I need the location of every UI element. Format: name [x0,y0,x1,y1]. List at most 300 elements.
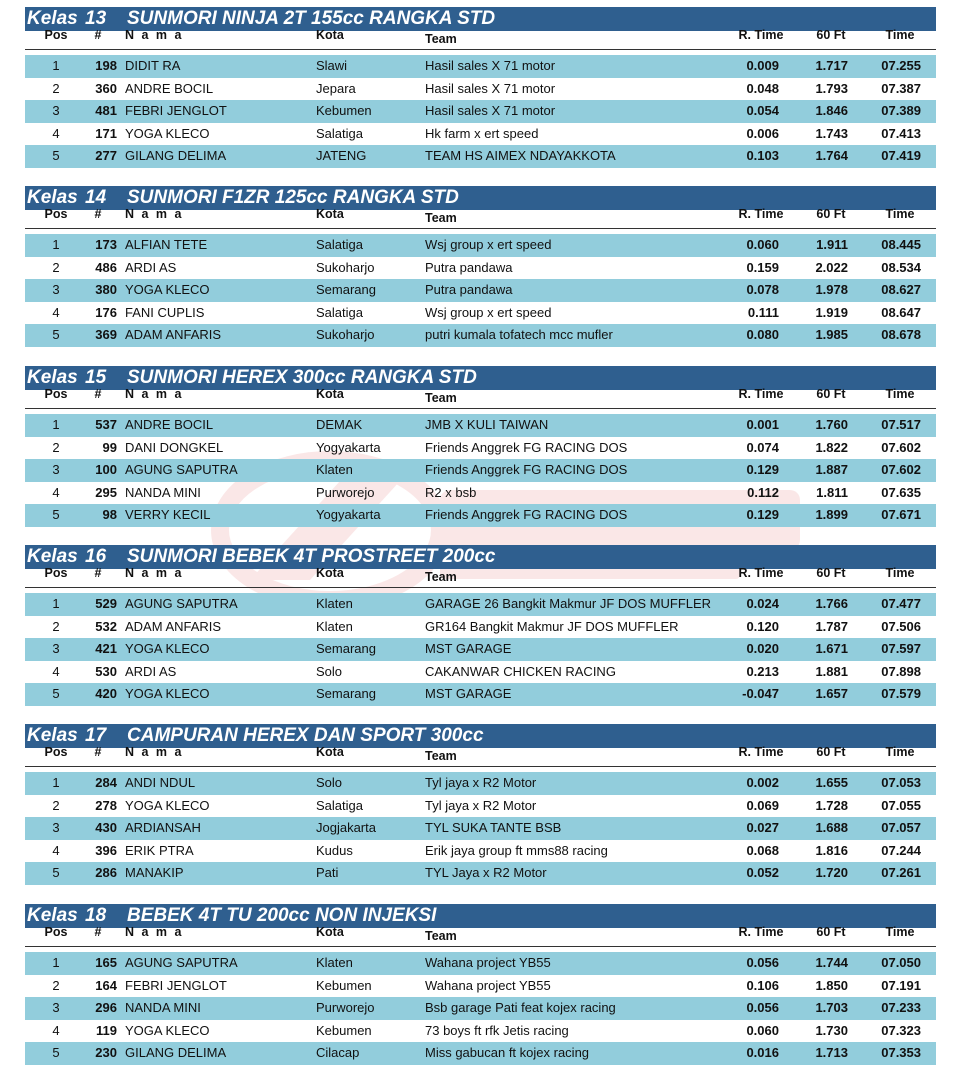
cell-rt: 0.159 [746,259,779,275]
cell-team: CAKANWAR CHICKEN RACING [425,663,616,679]
table-row [25,840,936,863]
class-title: SUNMORI BEBEK 4T PROSTREET 200cc [127,546,496,567]
cell-time: 07.413 [881,125,921,141]
column-header-name: N a m a [125,207,184,221]
column-header-no: # [94,28,102,42]
cell-rt: 0.129 [746,462,779,477]
cell-team: Putra pandawa [425,259,513,275]
cell-team: R2 x bsb [425,484,477,500]
cell-ft: 1.787 [815,618,848,634]
cell-time: 07.244 [881,842,921,858]
cell-team: Miss gabucan ft kojex racing [425,1045,590,1060]
table-row [25,55,936,78]
cell-name: GILANG DELIMA [125,1045,227,1060]
cell-rt: 0.069 [746,797,779,813]
cell-kota: Pati [316,865,339,880]
cell-team: TYL Jaya x R2 Motor [425,865,547,880]
cell-ft: 1.655 [815,775,848,790]
cell-name: YOGA KLECO [125,797,210,813]
cell-ft: 1.793 [815,80,848,96]
table-row [25,683,936,706]
cell-no: 421 [95,641,117,656]
cell-ft: 1.728 [815,797,848,813]
column-header-rt: R. Time [738,925,784,939]
table-row [25,795,936,818]
cell-ft: 1.688 [815,820,848,835]
cell-kota: Semarang [316,686,376,701]
class-label: Kelas [27,367,78,388]
cell-kota: Yogyakarta [316,439,381,455]
cell-pos: 3 [52,462,60,477]
cell-time: 08.534 [881,259,921,275]
cell-pos: 2 [52,618,60,634]
cell-name: GILANG DELIMA [125,148,227,163]
cell-rt: 0.074 [746,439,779,455]
cell-rt: 0.054 [746,103,779,118]
column-header-team: Team [425,391,457,405]
column-header-ft: 60 Ft [816,207,846,221]
column-header-kota: Kota [316,207,344,221]
column-header-time: Time [885,925,915,939]
cell-name: ERIK PTRA [125,842,194,858]
cell-rt: 0.009 [746,58,779,73]
cell-kota: Semarang [316,641,376,656]
cell-ft: 1.744 [815,955,848,970]
cell-no: 481 [95,103,117,118]
cell-ft: 1.671 [815,641,848,656]
column-header-kota: Kota [316,745,344,759]
class-section [25,366,936,527]
cell-pos: 2 [52,439,60,455]
cell-time: 08.445 [881,237,921,252]
cell-team: Friends Anggrek FG RACING DOS [425,462,628,477]
column-header-kota: Kota [316,387,344,401]
cell-team: Friends Anggrek FG RACING DOS [425,507,628,522]
cell-no: 119 [96,1022,117,1038]
column-header-name: N a m a [125,28,184,42]
column-header-time: Time [885,28,915,42]
table-row [25,302,936,325]
table-row [25,414,936,437]
column-header-row [25,387,936,409]
cell-team: TEAM HS AIMEX NDAYAKKOTA [425,148,616,163]
cell-time: 08.627 [881,282,921,297]
column-header-name: N a m a [125,566,184,580]
column-header-pos: Pos [44,745,68,759]
cell-kota: Jogjakarta [316,820,376,835]
column-header-row [25,566,936,588]
cell-team: GR164 Bangkit Makmur JF DOS MUFFLER [425,618,679,634]
class-label: Kelas [27,546,78,567]
cell-kota: JATENG [316,148,367,163]
cell-name: YOGA KLECO [125,125,210,141]
cell-no: 420 [95,686,117,701]
class-section [25,7,936,168]
cell-pos: 1 [52,58,60,73]
cell-rt: 0.056 [746,1000,779,1015]
column-header-pos: Pos [44,925,68,939]
cell-kota: Kudus [316,842,353,858]
cell-no: 171 [95,125,117,141]
cell-pos: 3 [52,820,60,835]
table-row [25,324,936,347]
cell-no: 360 [95,80,117,96]
cell-pos: 3 [52,641,60,656]
cell-no: 173 [95,237,117,252]
cell-kota: Salatiga [316,797,363,813]
column-header-name: N a m a [125,925,184,939]
cell-no: 530 [95,663,117,679]
cell-team: Tyl jaya x R2 Motor [425,775,537,790]
class-number: 16 [85,546,107,567]
cell-team: Wsj group x ert speed [425,304,552,320]
cell-name: NANDA MINI [125,1000,201,1015]
cell-ft: 1.911 [816,237,848,252]
table-row [25,482,936,505]
cell-team: Hasil sales X 71 motor [425,58,556,73]
table-row [25,975,936,998]
class-section [25,545,936,706]
column-header-pos: Pos [44,566,68,580]
column-header-pos: Pos [44,28,68,42]
table-row [25,257,936,280]
cell-time: 07.506 [881,618,921,634]
cell-team: Bsb garage Pati feat kojex racing [425,1000,616,1015]
cell-time: 07.602 [881,462,921,477]
cell-rt: 0.027 [746,820,779,835]
cell-kota: Salatiga [316,237,363,252]
cell-team: putri kumala tofatech mcc mufler [425,327,613,342]
cell-ft: 1.887 [815,462,848,477]
column-header-no: # [94,207,102,221]
table-row [25,638,936,661]
cell-pos: 5 [52,327,60,342]
cell-no: 430 [95,820,117,835]
cell-name: VERRY KECIL [125,507,211,522]
cell-kota: Jepara [316,80,356,96]
cell-no: 164 [95,977,117,993]
class-title: SUNMORI NINJA 2T 155cc RANGKA STD [127,8,496,29]
cell-pos: 1 [52,237,60,252]
cell-name: ARDI AS [125,663,177,679]
cell-time: 07.898 [881,663,921,679]
cell-time: 07.053 [881,775,921,790]
cell-rt: 0.111 [747,304,779,320]
table-row [25,437,936,460]
class-number: 18 [85,905,107,926]
cell-pos: 1 [52,775,60,790]
cell-name: YOGA KLECO [125,282,210,297]
cell-ft: 1.899 [815,507,848,522]
class-title: SUNMORI HEREX 300cc RANGKA STD [127,367,477,388]
cell-name: NANDA MINI [125,484,201,500]
cell-ft: 1.713 [815,1045,848,1060]
table-row [25,123,936,146]
class-label: Kelas [27,905,78,926]
cell-kota: Salatiga [316,304,363,320]
cell-kota: Purworejo [316,1000,375,1015]
cell-rt: 0.213 [746,663,779,679]
column-header-pos: Pos [44,207,68,221]
cell-ft: 1.760 [815,417,848,432]
column-header-rt: R. Time [738,207,784,221]
table-row [25,862,936,885]
cell-rt: 0.024 [746,596,779,611]
column-header-no: # [94,387,102,401]
column-header-team: Team [425,929,457,943]
column-header-time: Time [885,207,915,221]
cell-no: 396 [95,842,117,858]
cell-time: 07.579 [881,686,921,701]
cell-name: ADAM ANFARIS [125,327,222,342]
cell-kota: Semarang [316,282,376,297]
class-label: Kelas [27,725,78,746]
cell-pos: 5 [52,686,60,701]
table-row [25,952,936,975]
cell-time: 07.602 [881,439,921,455]
column-header-rt: R. Time [738,745,784,759]
cell-no: 380 [95,282,117,297]
table-row [25,279,936,302]
cell-ft: 1.822 [815,439,848,455]
column-header-no: # [94,566,102,580]
cell-ft: 1.846 [815,103,848,118]
cell-name: YOGA KLECO [125,1022,210,1038]
column-header-kota: Kota [316,566,344,580]
cell-team: Wahana project YB55 [425,955,551,970]
column-header-ft: 60 Ft [816,28,846,42]
cell-ft: 1.811 [816,484,848,500]
cell-no: 198 [95,58,117,73]
cell-time: 07.323 [881,1022,921,1038]
cell-rt: 0.052 [746,865,779,880]
table-row [25,593,936,616]
cell-kota: Klaten [316,618,353,634]
column-header-time: Time [885,745,915,759]
cell-ft: 1.985 [815,327,848,342]
cell-name: FANI CUPLIS [125,304,205,320]
cell-time: 07.255 [881,58,921,73]
cell-rt: 0.106 [746,977,779,993]
cell-name: ANDI NDUL [125,775,196,790]
cell-rt: 0.048 [746,80,779,96]
cell-pos: 2 [52,80,60,96]
cell-rt: 0.016 [746,1045,779,1060]
cell-rt: 0.068 [746,842,779,858]
cell-team: MST GARAGE [425,641,512,656]
cell-time: 07.191 [881,977,921,993]
cell-ft: 1.743 [815,125,848,141]
cell-kota: Solo [316,775,343,790]
cell-team: Hk farm x ert speed [425,125,539,141]
cell-ft: 1.978 [815,282,848,297]
table-row [25,459,936,482]
column-header-rt: R. Time [738,28,784,42]
cell-rt: 0.080 [746,327,779,342]
cell-rt: 0.056 [746,955,779,970]
cell-team: Tyl jaya x R2 Motor [425,797,537,813]
column-header-name: N a m a [125,387,184,401]
cell-no: 230 [95,1045,117,1060]
cell-rt: 0.129 [746,507,779,522]
cell-team: Friends Anggrek FG RACING DOS [425,439,628,455]
cell-rt: 0.112 [747,484,779,500]
cell-no: 532 [95,618,117,634]
column-header-row [25,925,936,947]
cell-team: GARAGE 26 Bangkit Makmur JF DOS MUFFLER [425,596,712,611]
table-row [25,817,936,840]
cell-rt: 0.060 [746,1022,779,1038]
cell-name: ANDRE BOCIL [125,80,214,96]
cell-no: 278 [95,797,117,813]
column-header-row [25,28,936,50]
cell-pos: 2 [52,977,60,993]
column-header-kota: Kota [316,28,344,42]
cell-rt: 0.020 [746,641,779,656]
cell-no: 165 [95,955,117,970]
class-title: BEBEK 4T TU 200cc NON INJEKSI [127,905,437,926]
cell-kota: Klaten [316,596,353,611]
cell-no: 100 [95,462,117,477]
class-title: CAMPURAN HEREX DAN SPORT 300cc [127,725,484,746]
cell-no: 99 [102,439,117,455]
cell-pos: 2 [52,259,60,275]
cell-time: 07.389 [881,103,921,118]
cell-rt: 0.103 [746,148,779,163]
cell-rt: 0.120 [746,618,779,634]
cell-pos: 5 [52,507,60,522]
table-row [25,78,936,101]
cell-time: 07.517 [881,417,921,432]
cell-time: 07.055 [881,797,921,813]
cell-team: Wahana project YB55 [425,977,551,993]
column-header-team: Team [425,32,457,46]
table-row [25,616,936,639]
cell-rt: 0.006 [746,125,779,141]
cell-team: TYL SUKA TANTE BSB [425,820,562,835]
column-header-ft: 60 Ft [816,387,846,401]
cell-kota: Sukoharjo [316,327,375,342]
cell-pos: 3 [52,1000,60,1015]
cell-no: 295 [95,484,117,500]
cell-rt: 0.078 [746,282,779,297]
table-row [25,772,936,795]
cell-pos: 1 [52,955,60,970]
table-row [25,234,936,257]
cell-ft: 1.850 [815,977,848,993]
cell-pos: 5 [52,1045,60,1060]
cell-no: 369 [95,327,117,342]
cell-no: 529 [95,596,117,611]
column-header-pos: Pos [44,387,68,401]
cell-name: MANAKIP [125,865,184,880]
cell-pos: 3 [52,282,60,297]
column-header-rt: R. Time [738,566,784,580]
cell-name: ALFIAN TETE [125,237,208,252]
class-section [25,904,936,1065]
cell-rt: -0.047 [742,686,779,701]
cell-no: 296 [95,1000,117,1015]
cell-time: 07.477 [881,596,921,611]
cell-team: 73 boys ft rfk Jetis racing [425,1022,569,1038]
cell-kota: Cilacap [316,1045,360,1060]
cell-no: 486 [95,259,117,275]
cell-ft: 1.919 [815,304,848,320]
column-header-ft: 60 Ft [816,566,846,580]
cell-ft: 1.703 [815,1000,848,1015]
column-header-ft: 60 Ft [816,925,846,939]
cell-time: 07.635 [881,484,921,500]
cell-pos: 4 [52,663,60,679]
column-header-ft: 60 Ft [816,745,846,759]
class-label: Kelas [27,8,78,29]
cell-team: Hasil sales X 71 motor [425,80,556,96]
cell-no: 277 [95,148,117,163]
cell-team: JMB X KULI TAIWAN [425,417,549,432]
cell-kota: Solo [316,663,343,679]
cell-team: Wsj group x ert speed [425,237,552,252]
cell-name: YOGA KLECO [125,686,210,701]
column-header-team: Team [425,570,457,584]
cell-kota: Kebumen [316,977,372,993]
cell-no: 284 [95,775,117,790]
cell-name: ARDI AS [125,259,177,275]
cell-name: FEBRI JENGLOT [125,977,227,993]
table-row [25,1020,936,1043]
cell-time: 07.671 [881,507,921,522]
cell-ft: 1.717 [815,58,848,73]
cell-pos: 4 [52,304,60,320]
cell-kota: Yogyakarta [316,507,381,522]
cell-ft: 1.816 [815,842,848,858]
cell-kota: Purworejo [316,484,375,500]
cell-name: FEBRI JENGLOT [125,103,227,118]
class-label: Kelas [27,187,78,208]
cell-kota: Kebumen [316,1022,372,1038]
table-row [25,997,936,1020]
cell-pos: 4 [52,1022,60,1038]
table-row [25,504,936,527]
column-header-row [25,207,936,229]
column-header-team: Team [425,211,457,225]
column-header-rt: R. Time [738,387,784,401]
cell-kota: Salatiga [316,125,363,141]
cell-pos: 1 [52,417,60,432]
cell-kota: Kebumen [316,103,372,118]
cell-team: Putra pandawa [425,282,513,297]
cell-pos: 1 [52,596,60,611]
cell-name: DANI DONGKEL [125,439,224,455]
cell-ft: 1.881 [815,663,848,679]
column-header-time: Time [885,566,915,580]
cell-time: 07.387 [881,80,921,96]
cell-name: ADAM ANFARIS [125,618,222,634]
cell-team: MST GARAGE [425,686,512,701]
cell-ft: 1.657 [815,686,848,701]
cell-time: 08.678 [881,327,921,342]
class-number: 14 [85,187,107,208]
cell-ft: 1.764 [815,148,848,163]
cell-no: 537 [95,417,117,432]
cell-ft: 1.730 [815,1022,848,1038]
cell-rt: 0.060 [746,237,779,252]
cell-name: AGUNG SAPUTRA [125,596,238,611]
cell-pos: 2 [52,797,60,813]
cell-no: 286 [95,865,117,880]
class-section [25,186,936,347]
cell-name: ARDIANSAH [125,820,201,835]
cell-time: 07.261 [881,865,921,880]
